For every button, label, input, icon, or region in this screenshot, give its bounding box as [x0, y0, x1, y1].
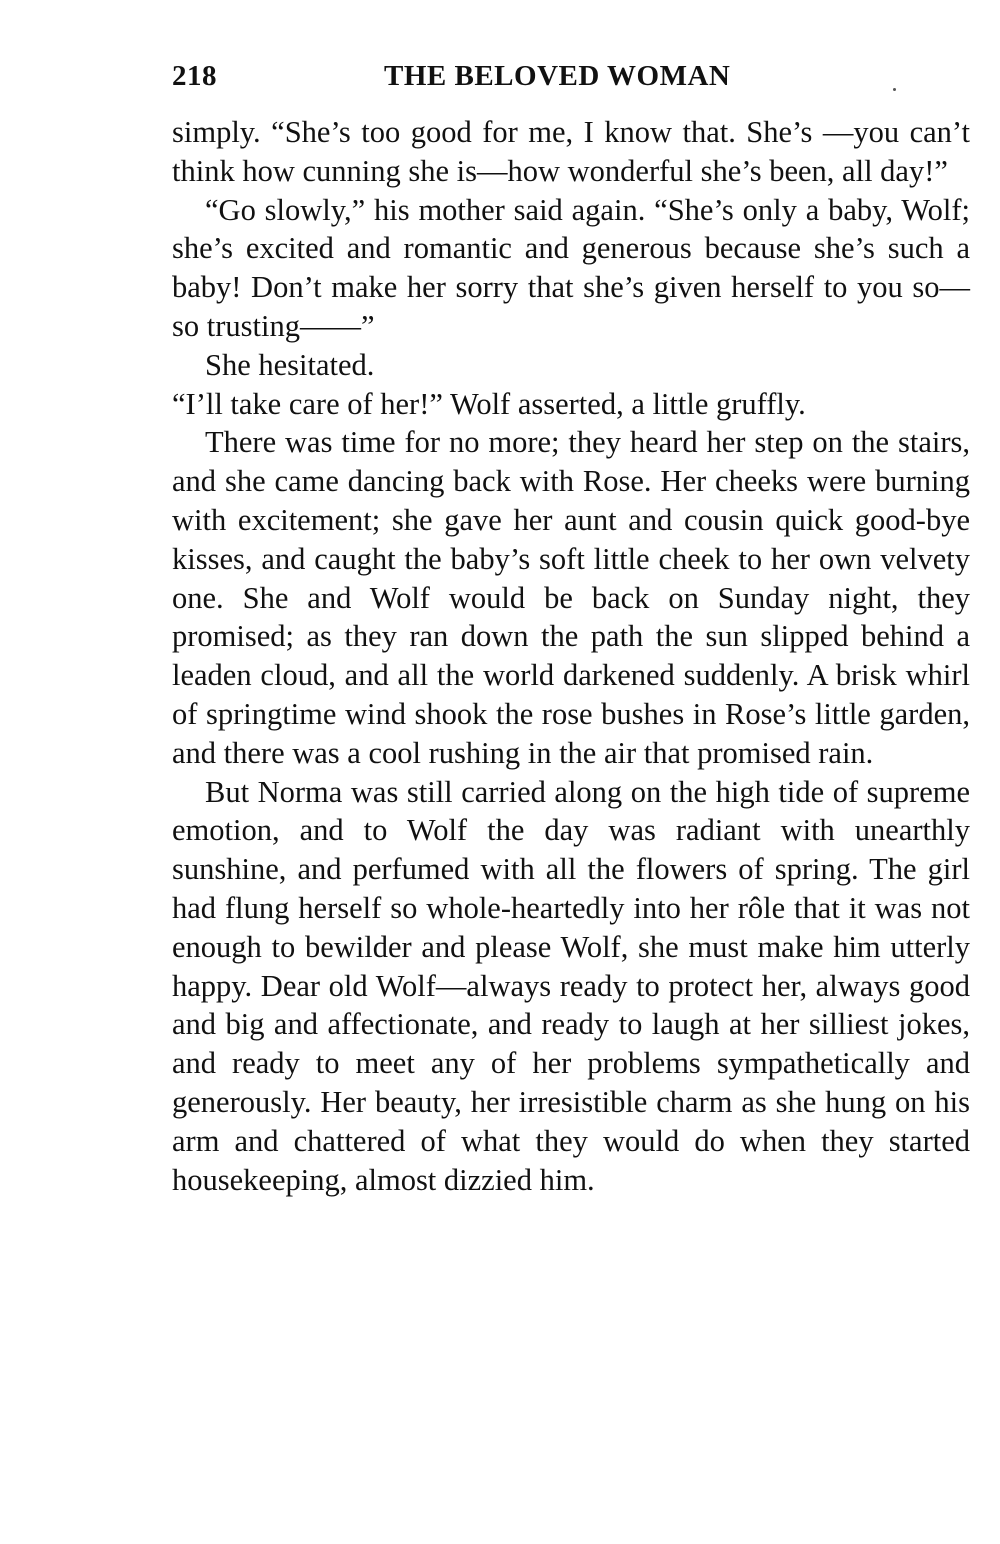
paragraph: She hesitated.: [205, 347, 375, 382]
paragraph: “Go slowly,” his mother said again. “She’s only a baby, Wolf; she’s excited and romantic and generous because she’s such a baby! Don’t make her sorry that she’s given herself to you so—so trusting——”: [172, 192, 970, 343]
page-number: 218: [172, 60, 217, 92]
paragraph: There was time for no more; they heard her step on the stairs, and she came dancing back with Rose. Her cheeks were burning with excitement; she gave her aunt and cousin quick good-bye kisses, and caught the baby’s soft little cheek to her own velvety one. She and Wolf would be back on Sunday night, they promised; as they ran down the path the sun slipped behind a leaden cloud, and all the world darkened suddenly. A brisk whirl of springtime wind shook the rose bushes in Rose’s little garden, and there was a cool rushing in the air that promised rain.: [172, 425, 970, 770]
paragraph: But Norma was still carried along on the high tide of supreme emotion, and to Wolf the day was radiant with unearthly sunshine, and perfumed with all the flowers of spring. The girl had flung herself so whole-heartedly into her rôle that it was not enough to bewilder and please Wolf, she must make him utterly happy. Dear old Wolf—always ready to protect her, always good and big and affectionate, and ready to laugh at her silliest jokes, and ready to meet any of her problems sympathetically and generously. Her beauty, her irresistible charm as she hung on his arm and chattered of what they would do when they started housekeeping, almost dizzied him.: [172, 774, 970, 1197]
body-text: [172, 113, 970, 1199]
running-title: THE BELOVED WOMAN: [384, 60, 731, 92]
paragraph-continued: simply. “She’s too good for me, I know that. She’s —you can’t think how cunning she is—how wonderful she’s been, all day!”: [172, 115, 970, 188]
page-header: [172, 60, 968, 100]
paragraph: “I’ll take care of her!” Wolf asserted, a little gruffly.: [172, 386, 806, 421]
print-speck: [893, 88, 896, 91]
